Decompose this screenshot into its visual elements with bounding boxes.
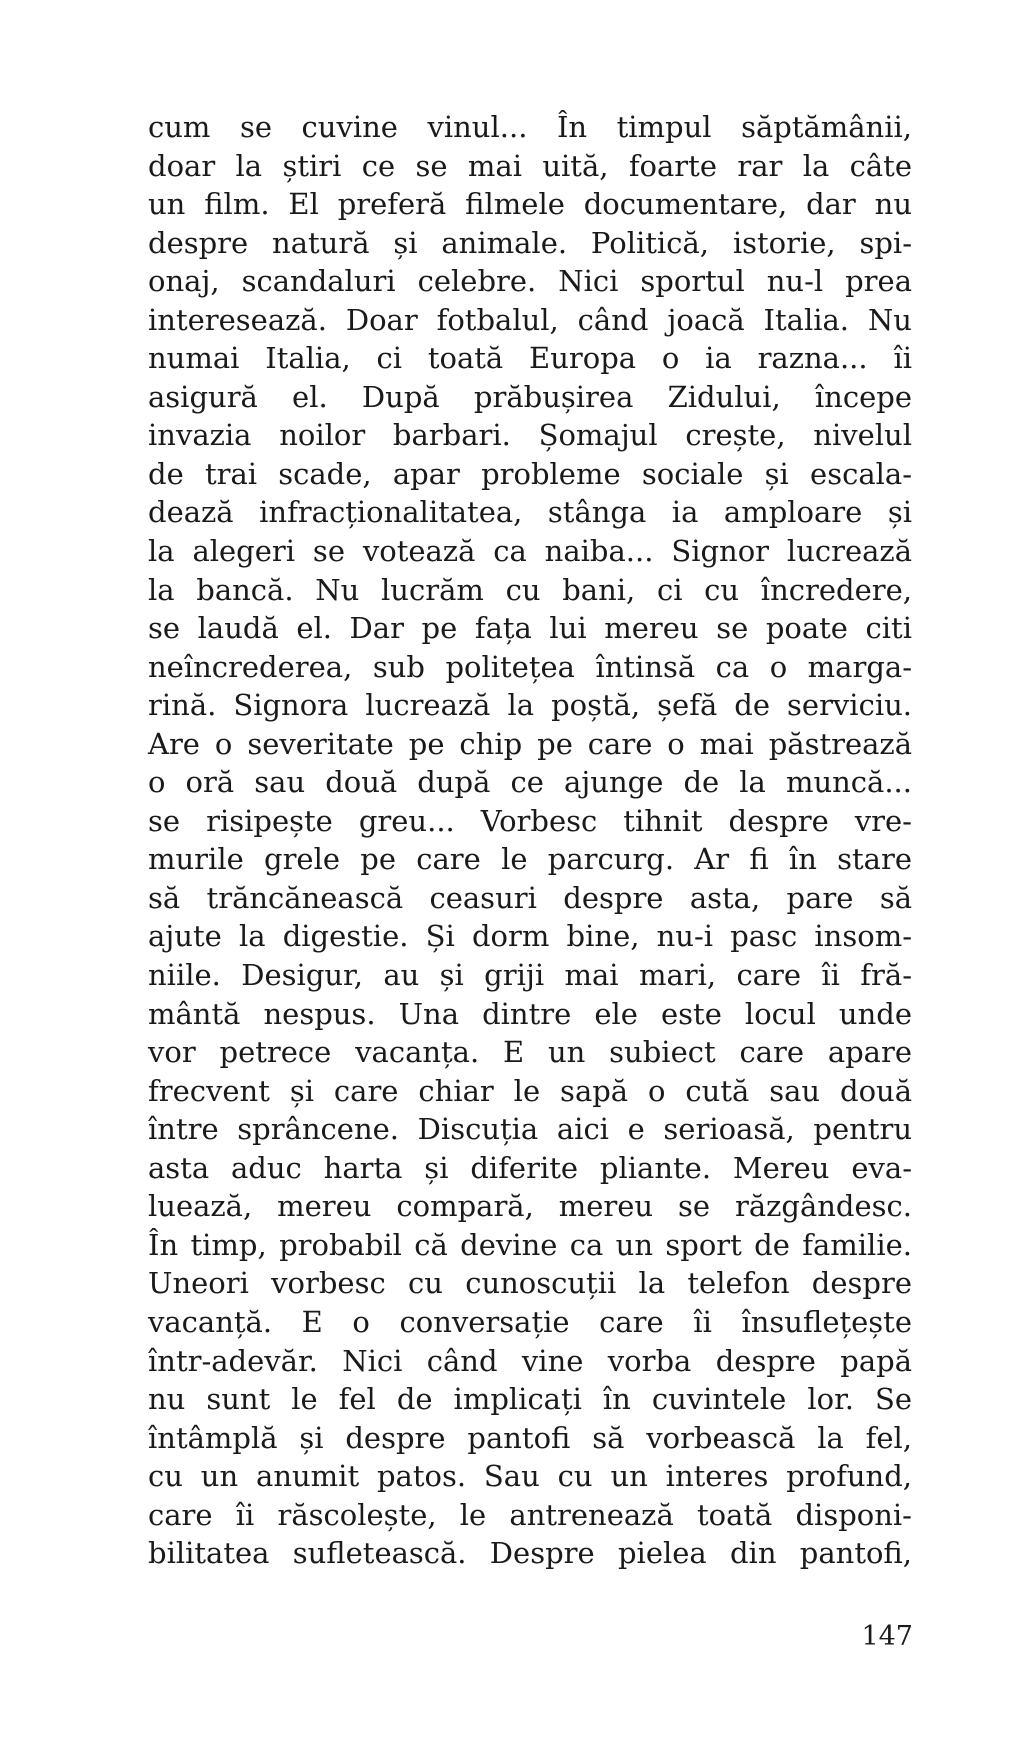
- text-line: Are o severitate pe chip pe care o mai păstrează: [148, 726, 912, 761]
- body-text: [148, 108, 912, 1573]
- text-line: niile. Desigur, au și griji mai mari, care îi fră-: [148, 958, 912, 993]
- text-line: cum se cuvine vinul... În timpul săptămânii,: [148, 110, 912, 144]
- text-line: de trai scade, apar probleme sociale și escala-: [148, 456, 912, 491]
- text-line: În timp, probabil că devine ca un sport de familie.: [148, 1227, 912, 1262]
- text-line: rină. Signora lucrează la poștă, șefă de serviciu.: [148, 688, 912, 723]
- text-line: neîncrederea, sub politețea întinsă ca o marga-: [148, 649, 912, 684]
- text-line: asta aduc harta și diferite pliante. Mereu eva-: [148, 1150, 912, 1185]
- text-line: într-adevăr. Nici când vine vorba despre papă: [148, 1343, 912, 1378]
- text-line: cu un anumit patos. Sau cu un interes profund,: [148, 1459, 912, 1494]
- text-line: invazia noilor barbari. Șomajul crește, nivelul: [148, 418, 912, 453]
- text-line: luează, mereu compară, mereu se răzgândesc.: [148, 1189, 912, 1224]
- text-line: onaj, scandaluri celebre. Nici sportul nu-l prea: [148, 264, 912, 299]
- text-line: doar la știri ce se mai uită, foarte rar la câte: [148, 148, 912, 183]
- text-line: care îi răscolește, le antrenează toată disponi-: [148, 1497, 912, 1532]
- text-line: să trăncănească ceasuri despre asta, pare să: [148, 880, 912, 915]
- text-line: despre natură și animale. Politică, istorie, spi-: [148, 225, 912, 260]
- text-line: la alegeri se votează ca naiba... Signor lucrează: [148, 534, 912, 569]
- text-line: murile grele pe care le parcurg. Ar fi în stare: [148, 842, 912, 877]
- text-line: Uneori vorbesc cu cunoscuții la telefon despre: [148, 1266, 912, 1301]
- text-line: mântă nespus. Una dintre ele este locul unde: [148, 996, 912, 1031]
- text-line: la bancă. Nu lucrăm cu bani, ci cu încredere,: [148, 572, 912, 607]
- text-line: vacanță. E o conversație care îi însuflețește: [148, 1304, 912, 1339]
- text-line: nu sunt le fel de implicați în cuvintele lor. Se: [148, 1382, 912, 1417]
- text-line: se laudă el. Dar pe fața lui mereu se poate citi: [148, 611, 912, 646]
- text-line: numai Italia, ci toată Europa o ia razna... îi: [148, 341, 912, 376]
- text-line: frecvent și care chiar le sapă o cută sau două: [148, 1073, 912, 1108]
- text-line: o oră sau două după ce ajunge de la muncă...: [148, 765, 912, 800]
- text-line: întâmplă și despre pantofi să vorbească la fel,: [148, 1420, 912, 1455]
- text-line: interesează. Doar fotbalul, când joacă Italia. Nu: [148, 302, 912, 337]
- text-line: se risipește greu... Vorbesc tihnit despre vre-: [148, 803, 912, 838]
- text-line: un film. El preferă filmele documentare, dar nu: [148, 187, 912, 222]
- text-line: între sprâncene. Discuția aici e serioasă, pentru: [148, 1112, 912, 1147]
- page-number: 147: [861, 1621, 913, 1652]
- text-line: asigură el. După prăbușirea Zidului, începe: [148, 379, 912, 414]
- text-line: ajute la digestie. Și dorm bine, nu-i pasc insom-: [148, 919, 912, 954]
- text-line: bilitatea sufletească. Despre pielea din pantofi,: [148, 1536, 912, 1571]
- text-line: vor petrece vacanța. E un subiect care apare: [148, 1035, 912, 1070]
- text-line: dează infracționalitatea, stânga ia amploare și: [148, 495, 912, 530]
